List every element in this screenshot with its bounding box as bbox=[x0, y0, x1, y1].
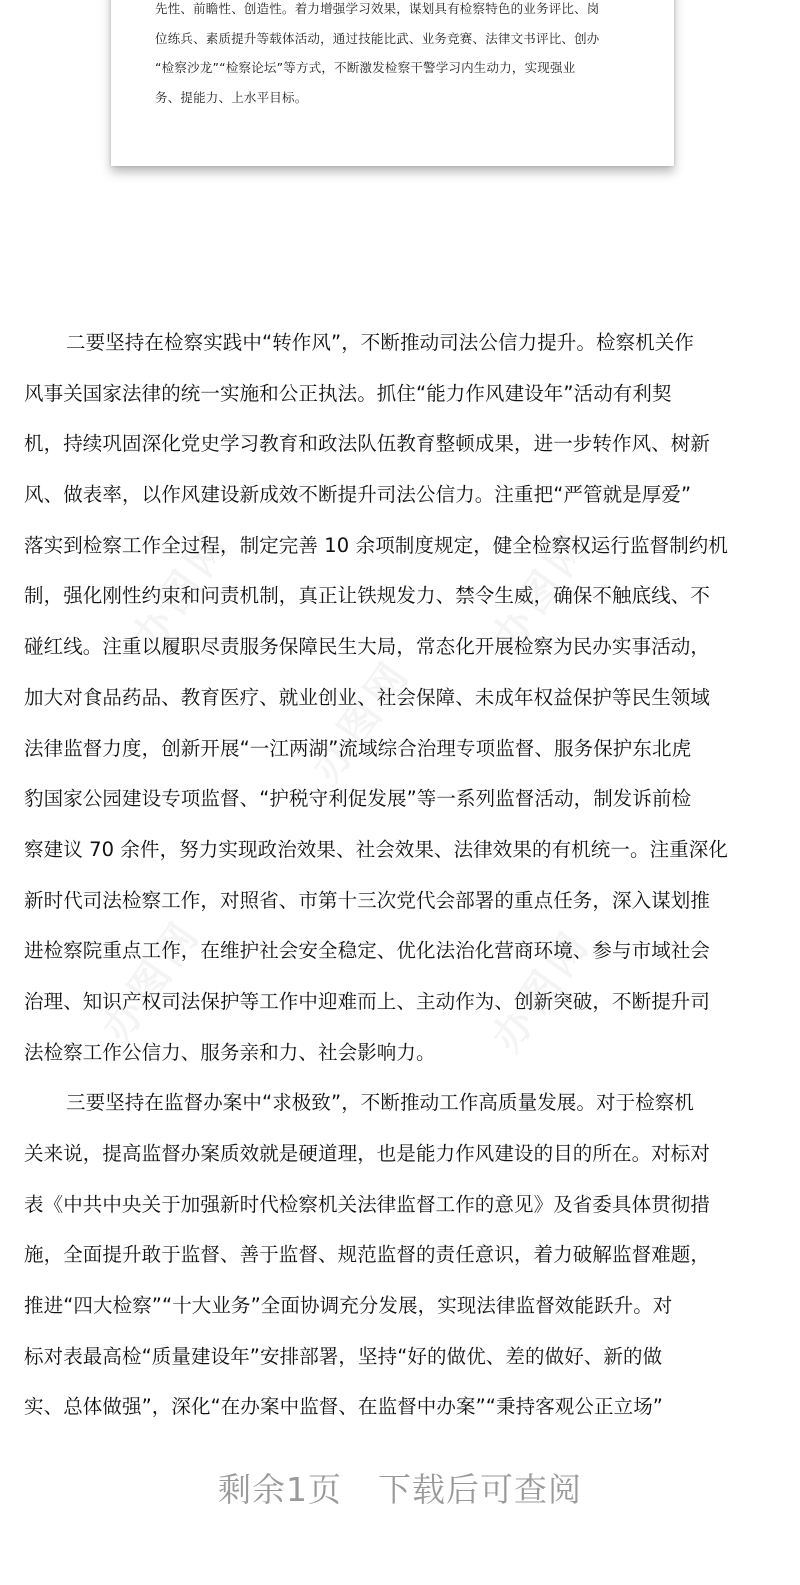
paragraph-line: 关来说，提高监督办案质效就是硬道理，也是能力作风建设的目的所在。对标对 bbox=[24, 1142, 711, 1165]
watermark-logo: 办图网 bbox=[93, 910, 211, 1051]
watermark-logo: 办图网 bbox=[483, 920, 601, 1061]
paragraph-line: 标对表最高检“质量建设年”安排部署，坚持“好的做优、差的做好、新的做 bbox=[24, 1344, 663, 1368]
excerpt-line: 先性、前瞻性、创造性。着力增强学习效果，谋划具有检察特色的业务评比、岗 bbox=[155, 1, 600, 16]
watermark-logo: 办图网 bbox=[483, 520, 601, 661]
paragraph-line: 法检察工作公信力、服务亲和力、社会影响力。 bbox=[24, 1040, 436, 1064]
paragraph-line: 风、做表率，以作风建设新成效不断提升司法公信力。注重把“严管就是厚爱” bbox=[24, 483, 692, 507]
paragraph-line: 制，强化刚性约束和问责机制，真正让铁规发力、禁令生威，确保不触底线、不 bbox=[24, 584, 711, 608]
paragraph-line: 机，持续巩固深化党史学习教育和政法队伍教育整顿成果，进一步转作风、树新 bbox=[24, 432, 711, 456]
excerpt-line: 务、提能力、上水平目标。 bbox=[155, 89, 308, 105]
excerpt-text bbox=[155, 0, 645, 112]
paragraph-line: 落实到检察工作全过程，制定完善 10 余项制度规定，健全检察权运行监督制约机 bbox=[24, 533, 729, 557]
watermark-logo: 办图网 bbox=[123, 520, 241, 661]
excerpt-line: 位练兵、素质提升等载体活动，通过技能比武、业务竞赛、法律文书评比、创办 bbox=[155, 30, 600, 46]
paragraph-line: 风事关国家法律的统一实施和公正执法。抓住“能力作风建设年”活动有利契 bbox=[24, 381, 672, 405]
watermark-logo: 办图网 bbox=[303, 650, 421, 791]
paragraph-line: 豹国家公园建设专项监督、“护税守利促发展”等一系列监督活动，制发诉前检 bbox=[24, 787, 692, 811]
paragraph-line: 加大对食品药品、教育医疗、就业创业、社会保障、未成年权益保护等民生领域 bbox=[24, 685, 711, 709]
article-body bbox=[24, 318, 776, 1433]
paragraph-line: 新时代司法检察工作，对照省、市第十三次党代会部署的重点任务，深入谋划推 bbox=[24, 888, 711, 912]
download-to-view-label: 下载后可查阅 bbox=[378, 1470, 582, 1509]
remaining-pages-label: 剩余1页 bbox=[218, 1470, 342, 1509]
paragraph-line: 推进“四大检察”“十大业务”全面协调充分发展，实现法律监督效能跃升。对 bbox=[24, 1294, 673, 1318]
paragraph-line: 实、总体做强”，深化“在办案中监督、在监督中办案”“秉持客观公正立场” bbox=[24, 1395, 664, 1419]
paragraph-line: 法律监督力度，创新开展“一江两湖”流域综合治理专项监督、服务保护东北虎 bbox=[24, 736, 692, 760]
download-prompt[interactable] bbox=[0, 1464, 800, 1511]
paragraph-line: 表《中共中央关于加强新时代检察机关法律监督工作的意见》及省委具体贯彻措 bbox=[24, 1192, 711, 1216]
paragraph-line: 施，全面提升敢于监督、善于监督、规范监督的责任意识，着力破解监督难题， bbox=[24, 1243, 711, 1267]
paragraph-line: 察建议 70 余件，努力实现政治效果、社会效果、法律效果的有机统一。注重深化 bbox=[24, 837, 729, 861]
excerpt-page-card bbox=[111, 0, 674, 166]
excerpt-line: “检察沙龙”“检察论坛”等方式，不断激发检察干警学习内生动力，实现强业 bbox=[155, 60, 576, 75]
paragraph-line: 碰红线。注重以履职尽责服务保障民生大局，常态化开展检察为民办实事活动， bbox=[24, 635, 711, 659]
paragraph-line: 治理、知识产权司法保护等工作中迎难而上、主动作为、创新突破，不断提升司 bbox=[24, 989, 711, 1013]
paragraph-line: 二要坚持在检察实践中“转作风”，不断推动司法公信力提升。检察机关作 bbox=[66, 331, 695, 354]
paragraph-line: 三要坚持在监督办案中“求极致”，不断推动工作高质量发展。对于检察机 bbox=[66, 1091, 695, 1115]
paragraph-line: 进检察院重点工作，在维护社会安全稳定、优化法治化营商环境、参与市域社会 bbox=[24, 939, 711, 963]
